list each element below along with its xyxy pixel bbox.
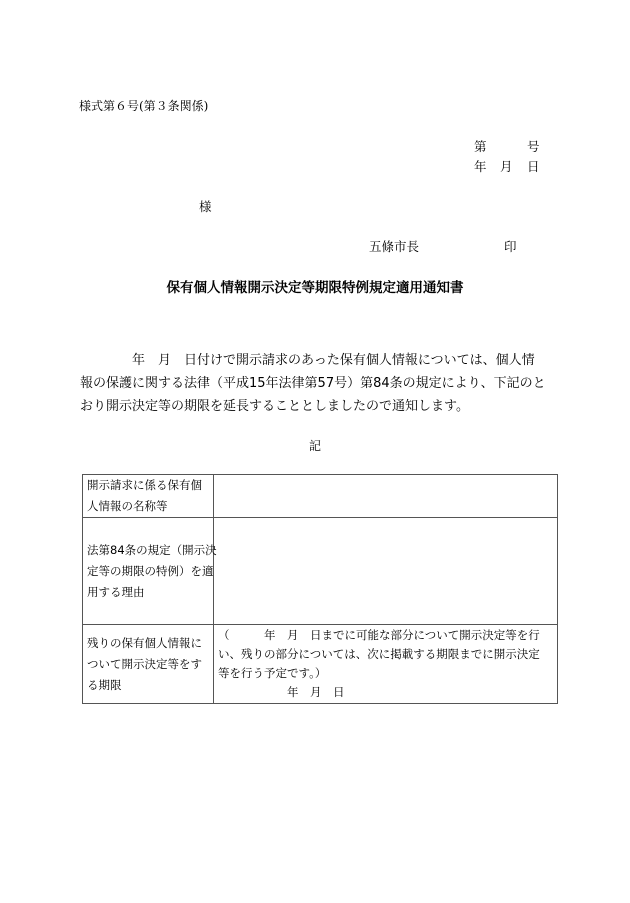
value-line: 等を行う予定です。）: [218, 666, 327, 680]
value-line: い、残りの部分については、次に掲載する期限までに開示決定: [218, 647, 540, 661]
row-value-document-name[interactable]: [214, 475, 558, 518]
table-row: [83, 518, 558, 625]
body-line: おり開示決定等の期限を延長することとしましたので通知します。: [80, 399, 469, 414]
label-line: 法第84条の規定（開示決: [87, 542, 217, 557]
seal-mark: 印: [504, 239, 517, 254]
date-day-label: 日: [527, 159, 540, 174]
document-number-go-label: 号: [527, 139, 540, 154]
table-row: [83, 625, 558, 704]
document-title: 保有個人情報開示決定等期限特例規定適用通知書: [166, 280, 464, 296]
details-table: [82, 474, 558, 704]
label-line: 定等の期限の特例）を適: [87, 563, 214, 578]
row-label-deadline: [83, 625, 214, 704]
form-number: 様式第６号(第３条関係): [79, 99, 209, 113]
document-number-dai-label: 第: [474, 139, 487, 154]
row-label-reason: [83, 518, 217, 625]
row-value-reason[interactable]: [214, 518, 558, 625]
body-paragraph: [80, 349, 560, 418]
body-line: 年 月 日付けで開示請求のあった保有個人情報については、個人情: [80, 353, 535, 368]
sender-name: 五條市長: [369, 239, 420, 254]
label-line: る期限: [87, 677, 122, 692]
value-line: 年 月 日: [218, 685, 345, 699]
label-line: 人情報の名称等: [87, 499, 168, 513]
label-line: 残りの保有個人情報に: [87, 635, 202, 650]
label-line: 開示請求に係る保有個: [87, 478, 202, 492]
date-month-label: 月: [500, 159, 513, 174]
body-line: 報の保護に関する法律（平成15年法律第57号）第84条の規定により、下記のと: [80, 376, 546, 391]
date-year-label: 年: [474, 159, 487, 174]
ki-heading: 記: [308, 439, 321, 453]
label-line: 用する理由: [87, 584, 145, 599]
addressee-suffix: 様: [199, 199, 212, 214]
table-row: [83, 475, 558, 518]
row-label-document-name: [83, 475, 214, 518]
value-line: （ 年 月 日までに可能な部分について開示決定等を行: [218, 628, 540, 642]
row-value-deadline[interactable]: [214, 625, 558, 704]
label-line: ついて開示決定等をす: [87, 656, 202, 671]
